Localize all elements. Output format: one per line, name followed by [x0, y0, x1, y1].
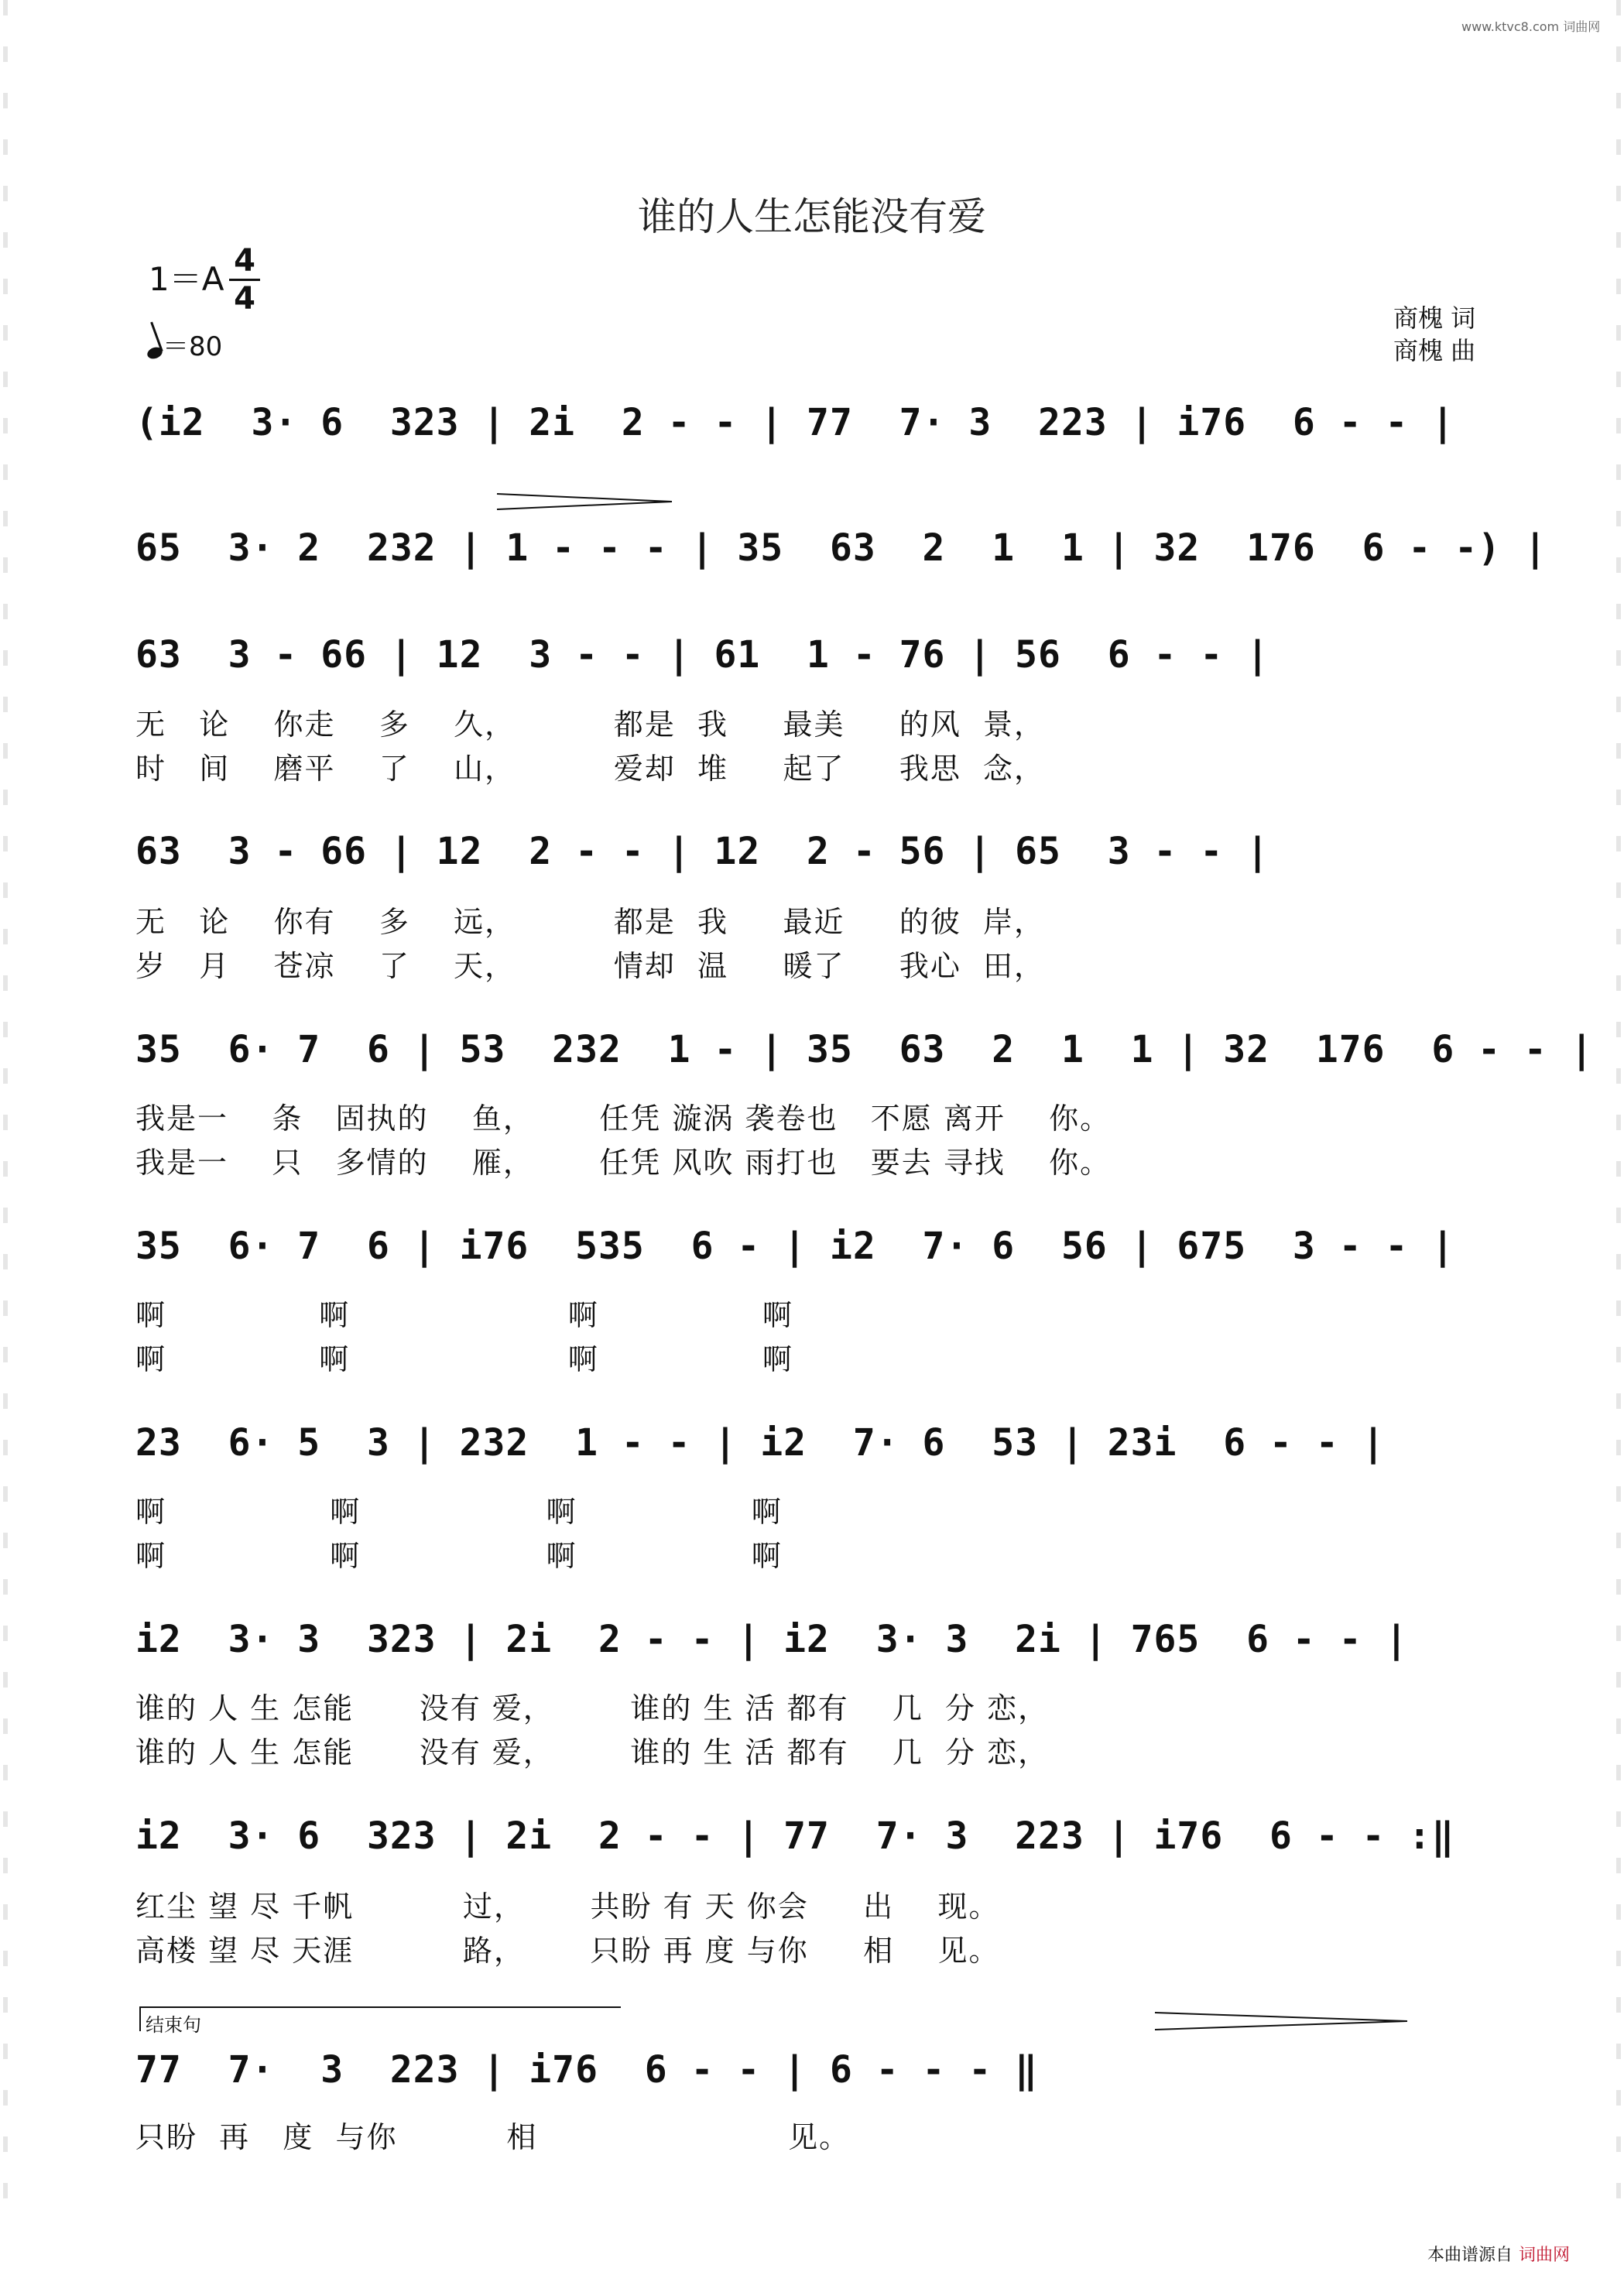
- notation-line: 63 3 - 66 | 12 3 - - | 61 1 - 76 | 56 6 - - |: [135, 633, 1270, 677]
- lyric-verse-1: 无 论 你走 多 久， 都是 我 最美 的风 景，: [135, 708, 1046, 742]
- score-system-3: [135, 633, 1498, 680]
- decrescendo-hairpin: [495, 492, 673, 511]
- lyric-verse-2: 高楼 望 尽 天涯 路， 只盼 再 度 与你 相 见。: [135, 1934, 1000, 1968]
- time-signature: [229, 245, 260, 315]
- lyric-verse-2: 啊 啊 啊 啊: [135, 1539, 783, 1573]
- tempo-value: ＝80: [163, 331, 223, 362]
- lyric-verse-2: 岁 月 苍凉 了 天， 情却 温 暖了 我心 田，: [135, 949, 1046, 983]
- lyric-verse-1: 无 论 你有 多 远， 都是 我 最近 的彼 岸，: [135, 905, 1046, 939]
- score-system-8: [135, 1618, 1498, 1664]
- lyric-verse-2: 谁的 人 生 怎能 没有 爱， 谁的 生 活 都有 几 分 恋，: [135, 1735, 1050, 1770]
- source-credit: [1427, 2242, 1570, 2266]
- left-edge-watermark: [0, 0, 11, 2282]
- notation-line: 35 6· 7 6 | 53 232 1 - | 35 63 2 1 1 | 32 176 6 - - |: [135, 1028, 1594, 1071]
- score-system-1: [135, 401, 1498, 447]
- notation-line: 65 3· 2 232 | 1 - - - | 35 63 2 1 1 | 32 176 6 - -) |: [135, 526, 1547, 570]
- time-sig-bottom: 4: [234, 281, 255, 317]
- notation-line: i2 3· 3 323 | 2i 2 - - | i2 3· 3 2i | 765 6 - - |: [135, 1618, 1409, 1661]
- notation-line: (i2 3· 6 323 | 2i 2 - - | 77 7· 3 223 | i76 6 - - |: [135, 401, 1455, 444]
- notation-line: 77 7· 3 223 | i76 6 - - | 6 - - - ‖: [135, 2048, 1039, 2092]
- lyric-verse-2: 时 间 磨平 了 山， 爱却 堆 起了 我思 念，: [135, 752, 1046, 786]
- time-sig-top: 4: [234, 243, 255, 279]
- score-system-4: [135, 830, 1498, 876]
- notation-line: i2 3· 6 323 | 2i 2 - - | 77 7· 3 223 | i76 6 - - :‖: [135, 1814, 1455, 1858]
- lyric-verse-1: 谁的 人 生 怎能 没有 爱， 谁的 生 活 都有 几 分 恋，: [135, 1691, 1050, 1725]
- lyricist-credit: 商槐 词: [1393, 303, 1476, 333]
- score-system-ending: [135, 2048, 1498, 2095]
- lyric-verse-2: 啊 啊 啊 啊: [135, 1342, 793, 1376]
- key-signature: 1＝A: [149, 260, 224, 298]
- notation-line: 23 6· 5 3 | 232 1 - - | i2 7· 6 53 | 23i 6 - - |: [135, 1421, 1386, 1465]
- ending-bracket: [139, 2006, 621, 2031]
- lyric-verse-1: 我是一 条 固执的 鱼， 任凭 漩涡 袭卷也 不愿 离开 你。: [135, 1102, 1112, 1136]
- score-system-2: [135, 526, 1547, 573]
- lyric-verse-1: 啊 啊 啊 啊: [135, 1495, 783, 1529]
- decrescendo-hairpin: [1153, 2011, 1409, 2031]
- ending-label: 结束句: [146, 2014, 201, 2036]
- score-system-7: [135, 1421, 1498, 1468]
- lyric-verse-1: 啊 啊 啊 啊: [135, 1298, 793, 1332]
- composer-credit: 商槐 曲: [1393, 336, 1476, 365]
- score-system-9: [135, 1814, 1498, 1861]
- notation-line: 35 6· 7 6 | i76 535 6 - | i2 7· 6 56 | 675 3 - - |: [135, 1225, 1455, 1268]
- score-system-6: [135, 1225, 1498, 1271]
- source-text: 本曲谱源自: [1427, 2246, 1513, 2265]
- lyric-verse-2: 我是一 只 多情的 雁， 任凭 风吹 雨打也 要去 寻找 你。: [135, 1146, 1112, 1180]
- site-url: www.ktvc8.com 词曲网: [1461, 19, 1601, 34]
- lyric-ending: 只盼 再 度 与你 相 见。: [135, 2120, 851, 2154]
- source-brand-link[interactable]: 词曲网: [1519, 2246, 1571, 2265]
- tempo-marking: [147, 325, 222, 363]
- score-system-5: [135, 1028, 1594, 1074]
- lyric-verse-1: 红尘 望 尽 千帆 过， 共盼 有 天 你会 出 现。: [135, 1890, 1000, 1924]
- notation-line: 63 3 - 66 | 12 2 - - | 12 2 - 56 | 65 3 - - |: [135, 830, 1270, 873]
- quarter-note-icon: [146, 345, 164, 361]
- right-edge-watermark: [1613, 0, 1624, 2282]
- song-title: 谁的人生怎能没有爱: [638, 194, 986, 239]
